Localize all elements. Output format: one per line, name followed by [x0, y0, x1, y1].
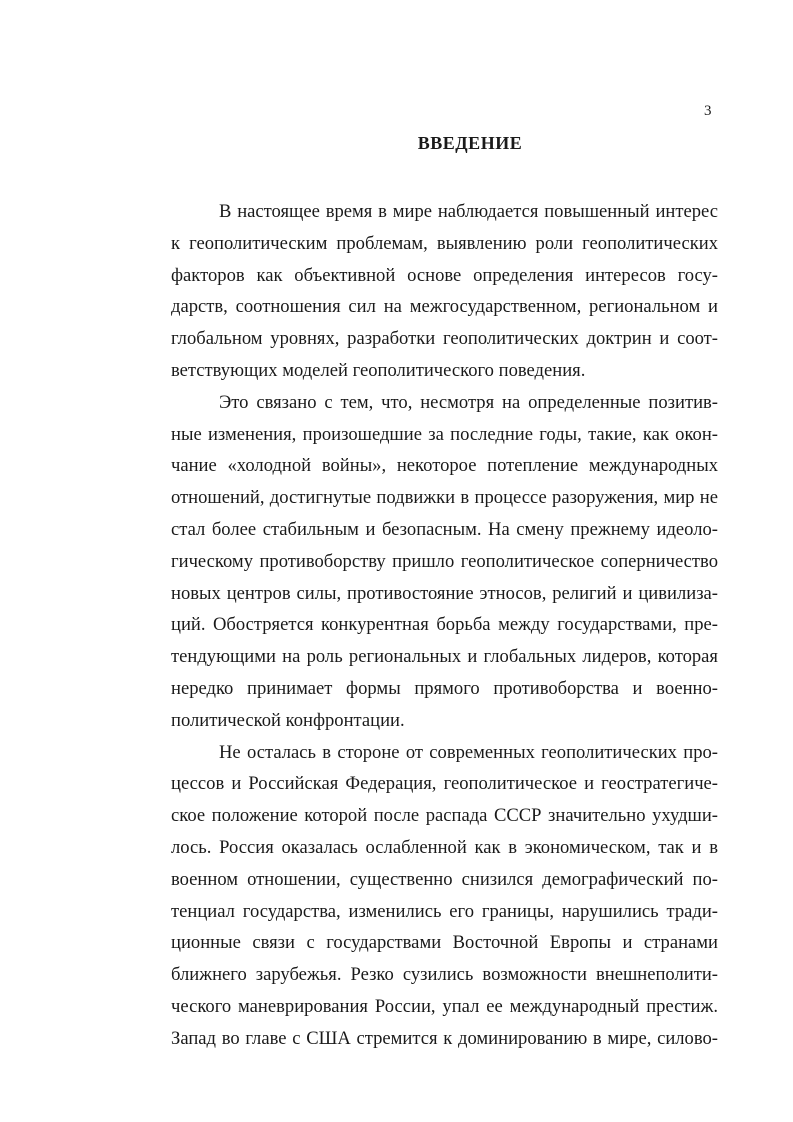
page-heading: ВВЕДЕНИЕ	[417, 133, 523, 153]
page-number: 3	[704, 103, 712, 119]
text-line: ческого маневрирования России, упал ее международный престиж.	[171, 995, 718, 1017]
text-line: гическому противоборству пришло геополитическое соперничество	[171, 550, 718, 572]
text-line: лось. Россия оказалась ослабленной как в экономическом, так и в	[171, 836, 718, 858]
text-line: ционные связи с государствами Восточной Европы и странами	[171, 932, 718, 954]
text-line: Не осталась в стороне от современных геополитических про-	[219, 741, 718, 763]
text-line: военном отношении, существенно снизился демографический по-	[171, 868, 718, 890]
text-line: ветствующих моделей геополитического поведения.	[171, 359, 586, 381]
text-line: ций. Обостряется конкурентная борьба между государствами, пре-	[171, 614, 718, 636]
text-line: В настоящее время в мире наблюдается повышенный интерес	[219, 201, 718, 222]
text-line: к геополитическим проблемам, выявлению роли геополитических	[171, 232, 718, 254]
text-line: ближнего зарубежья. Резко сузились возможности внешнеполити-	[171, 964, 718, 986]
text-line: чание «холодной войны», некоторое потепление международных	[171, 455, 718, 477]
body-text	[171, 196, 718, 1055]
text-line: цессов и Российская Федерация, геополитическое и геостратегиче-	[171, 773, 718, 795]
text-line: ское положение которой после распада СССР значительно ухудши-	[171, 805, 718, 827]
text-line: тендующими на роль региональных и глобальных лидеров, которая	[171, 646, 718, 668]
text-line: глобальном уровнях, разработки геополитических доктрин и соот-	[171, 328, 718, 350]
text-line: факторов как объективной основе определения интересов госу-	[171, 264, 718, 286]
text-line: нередко принимает формы прямого противоборства и военно-	[171, 677, 718, 699]
text-line: новых центров силы, противостояние этносов, религий и цивилиза-	[171, 582, 718, 604]
text-line: Запад во главе с США стремится к доминированию в мире, силово-	[171, 1027, 718, 1049]
text-line: ные изменения, произошедшие за последние годы, такие, как окон-	[171, 423, 718, 445]
text-line: отношений, достигнутые подвижки в процессе разоружения, мир не	[171, 487, 718, 509]
text-line: тенциал государства, изменились его границы, нарушились тради-	[171, 900, 718, 922]
text-line: политической конфронтации.	[171, 709, 405, 731]
text-line: дарств, соотношения сил на межгосударственном, региональном и	[171, 296, 718, 318]
text-line: стал более стабильным и безопасным. На смену прежнему идеоло-	[171, 518, 718, 540]
text-line: Это связано с тем, что, несмотря на определенные позитив-	[219, 391, 718, 413]
